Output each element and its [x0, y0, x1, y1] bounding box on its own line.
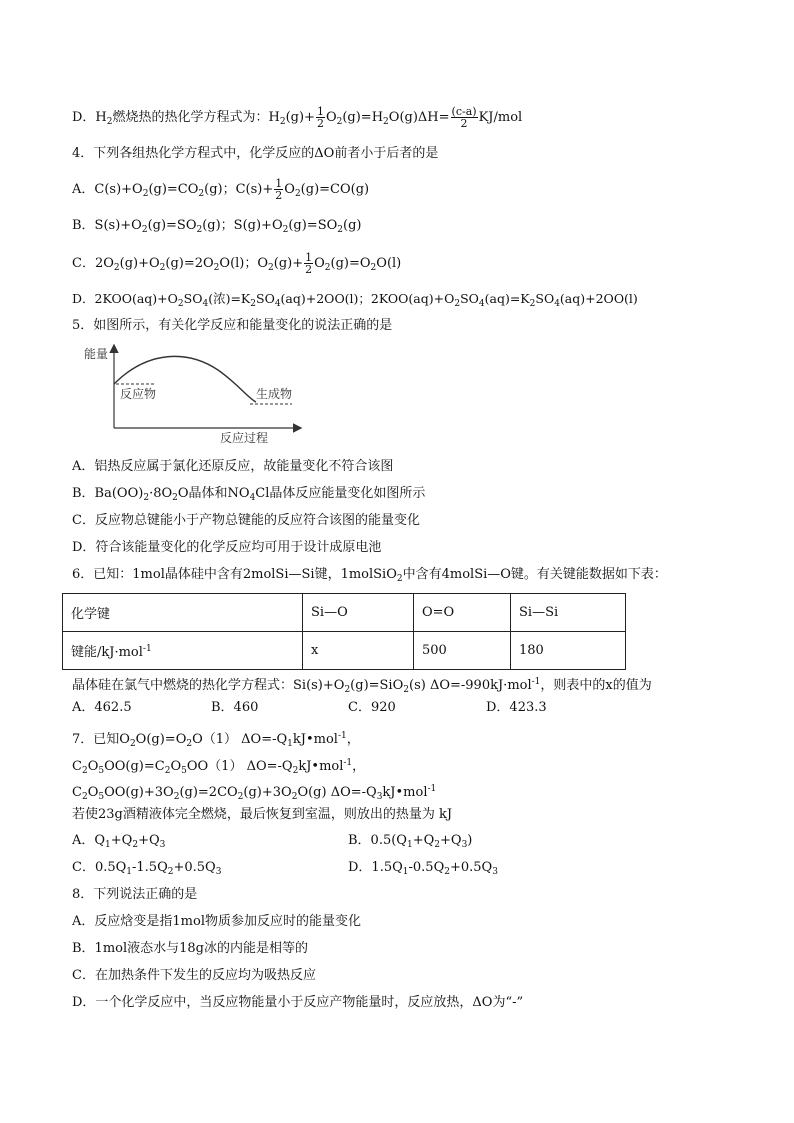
q6-option-d: D．423.3	[486, 700, 547, 715]
q5-option-d: D．符合该能量变化的化学反应均可用于设计成原电池	[72, 540, 382, 555]
table-header-row	[63, 594, 626, 632]
q7-option-d: D．$1.5Q_1-0.5Q_2+0.5Q_3$	[348, 860, 498, 877]
q8-option-b: B．1mol液态水与18g冰的内能是相等的	[72, 941, 308, 956]
q7-equation-1: 7．已知$O_2O(g)=O_2O(1)$ $\Delta O=-Q_1kJ•mol^{-1}$，	[72, 731, 360, 749]
energy-diagram	[78, 340, 308, 448]
q8-option-a: A．反应焓变是指1mol物质参加反应时的能量变化	[72, 914, 361, 929]
fraction-half: $\frac{1}{2}$	[275, 177, 283, 202]
q6-options	[72, 698, 712, 718]
q4-option-a: A．$C(s)+O_2(g)=CO_2(g)$；C(s)+ $\frac{1}{2}$ $O_2(g)=CO(g)$	[72, 177, 370, 202]
q4-option-d: D．$2KOO(aq)+O_2SO_4$(浓)$=K_2SO_4(aq)+2OO(l)$；$2KOO(aq)+O_2SO_4(aq)=K_2SO_4(aq)+2OO(l)$	[72, 291, 638, 309]
fraction-c-minus-a: $\frac{(c-a)}{2}$	[451, 105, 477, 130]
q6-option-a: A．462.5	[72, 700, 132, 715]
y-axis-label: 能量	[84, 347, 109, 361]
table-cell: x	[303, 632, 414, 670]
table-header-cell: Si—Si	[511, 594, 626, 632]
bond-energy-table	[62, 593, 626, 670]
q7-option-a: A．$Q_1+Q_2+Q_3$	[72, 833, 166, 850]
reactant-label: 反应物	[120, 387, 157, 401]
q4-stem: 4．下列各组热化学方程式中，化学反应的ΔO前者小于后者的是	[72, 146, 439, 161]
q7-option-b: B．$0.5(Q_1+Q_2+Q_3)$	[348, 833, 473, 850]
fraction-half: $\frac{1}{2}$	[305, 251, 313, 276]
table-cell: 180	[511, 632, 626, 670]
q5-stem: 5．如图所示，有关化学反应和能量变化的说法正确的是	[72, 318, 393, 333]
table-row	[63, 632, 626, 670]
q6-equation: 晶体硅在氯气中燃烧的热化学方程式：$Si(s)+O_2(g)=SiO_2(s)$ ΔO=-990kJ·mol$^{-1}$，则表中的x的值为	[72, 677, 652, 695]
q7-equation-2: $C_2O_5OO(g)=C_2O_5OO(1)$ $\Delta O=-Q_2kJ•mol^{-1}$，	[72, 758, 366, 776]
table-header-cell: O=O	[414, 594, 511, 632]
q5-option-a: A．铝热反应属于氯化还原反应，故能量变化不符合该图	[72, 459, 394, 474]
q7-options-row-1	[72, 831, 672, 851]
fraction-half: $\frac{1}{2}$	[316, 105, 324, 130]
q7-stem: 若使23g酒精液体完全燃烧，最后恢复到室温，则放出的热量为 kJ	[72, 807, 453, 822]
q5-option-c: C．反应物总键能小于产物总键能的反应符合该图的能量变化	[72, 513, 420, 528]
q4-option-b: B．$S(s)+O_2(g)=SO_2(g)$；$S(g)+O_2(g)=SO_2(g)$	[72, 218, 362, 235]
q5-option-b: B．$Ba(OO)_2\cdot 8O_2O$晶体和$NO_4Cl$晶体反应能量变化如图所示	[72, 486, 426, 503]
table-row-label: 键能/kJ·mol$^{-1}$	[63, 632, 303, 670]
q6-option-c: C．920	[348, 700, 396, 715]
q8-stem: 8．下列说法正确的是	[72, 887, 198, 902]
q4-option-c: C．$2O_2(g)+O_2(g)=2O_2O(l)$；$O_2(g)+$ $\frac{1}{2}$ $O_2(g)=O_2O(l)$	[72, 251, 402, 276]
q6-stem: 6．已知：1mol晶体硅中含有2molSi—Si键，1molSiO$_2$中含有4molSi—O键。有关键能数据如下表：	[72, 567, 667, 584]
table-cell: 500	[414, 632, 511, 670]
q3-option-d: D．$H_2$燃烧热的热化学方程式为：$H_2(g)+$ $\frac{1}{2}$ $O_2(g)=H_2O(g)\Delta H=$ $\frac{(c-a)}{2}$ KJ/mol	[72, 105, 523, 130]
q8-option-d: D．一个化学反应中，当反应物能量小于反应产物能量时，反应放热，ΔO为“-”	[72, 995, 524, 1010]
table-header-cell: 化学键	[63, 594, 303, 632]
q7-equation-3: $C_2O_5OO(g)+3O_2(g)=2CO_2(g)+3O_2O(g)$ $\Delta O=-Q_3kJ•mol^{-1}$	[72, 784, 437, 802]
product-label: 生成物	[256, 387, 293, 401]
q6-option-b: B．460	[211, 700, 259, 715]
q7-options-row-2	[72, 858, 672, 878]
q8-option-c: C．在加热条件下发生的反应均为吸热反应	[72, 968, 316, 983]
table-header-cell: Si—O	[303, 594, 414, 632]
x-axis-label: 反应过程	[220, 431, 269, 445]
q7-option-c: C．$0.5Q_1-1.5Q_2+0.5Q_3$	[72, 860, 222, 877]
